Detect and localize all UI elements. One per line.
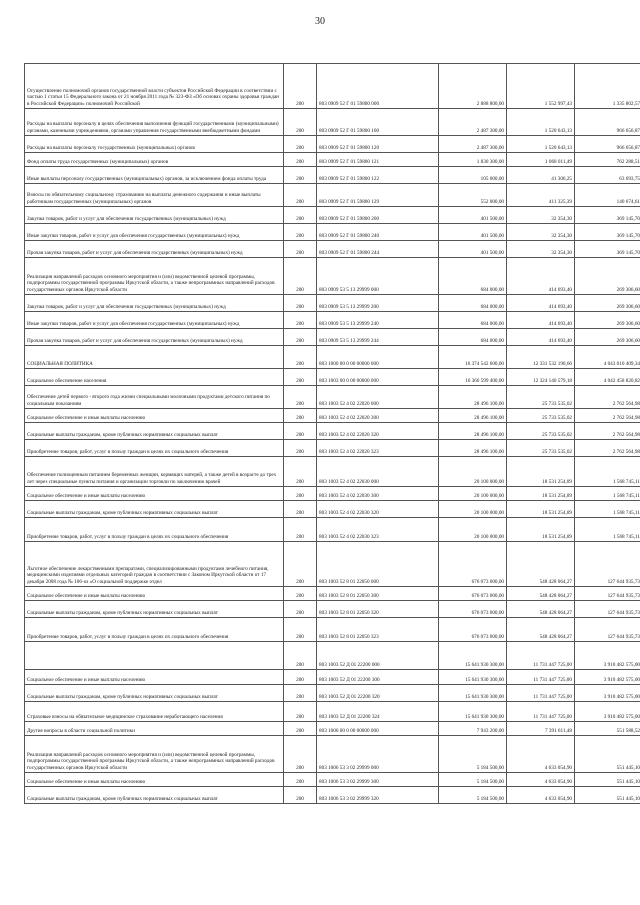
row-assigned-amount: 676 073 000,00: [439, 587, 507, 601]
row-remaining-amount: 4 043 010 409,34: [575, 346, 640, 369]
row-assigned-amount: 684 000,00: [439, 295, 507, 312]
row-description: Реализация направлений расходов основного мероприятия и (или) ведомственной целевой программы, подпрограммы государственной программы Иркутской области, а также непрограммных направлений расходов государственных органов Иркутской области: [25, 736, 284, 773]
row-description: [25, 642, 284, 670]
row-executed-amount: 548 428 064,27: [507, 601, 575, 618]
row-executed-amount: 12 331 532 190,66: [507, 346, 575, 369]
row-budget-code: 803 0909 52 Г 01 59800 121: [317, 153, 439, 167]
row-assigned-amount: 401 500,00: [439, 241, 507, 258]
row-admin-code: 200: [284, 702, 317, 722]
row-budget-code: 803 1006 53 3 02 29999 300: [317, 773, 439, 787]
table-row: [25, 369, 640, 386]
row-assigned-amount: 2 888 800,00: [439, 64, 507, 109]
row-executed-amount: 18 531 254,89: [507, 457, 575, 487]
row-remaining-amount: 3 910 482 575,00: [575, 685, 640, 702]
row-executed-amount: 414 693,40: [507, 258, 575, 295]
row-admin-code: 200: [284, 369, 317, 386]
row-admin-code: 200: [284, 64, 317, 109]
row-executed-amount: 548 428 064,27: [507, 587, 575, 601]
row-executed-amount: 4 633 054,90: [507, 773, 575, 787]
row-remaining-amount: 551 588,52: [575, 722, 640, 736]
row-assigned-amount: 15 641 930 300,00: [439, 642, 507, 670]
row-assigned-amount: 28 496 100,00: [439, 440, 507, 457]
row-admin-code: 200: [284, 258, 317, 295]
row-remaining-amount: 3 910 482 575,00: [575, 702, 640, 722]
table-row: [25, 440, 640, 457]
row-remaining-amount: 1 335 802,57: [575, 64, 640, 109]
row-admin-code: 200: [284, 207, 317, 224]
row-budget-code: 803 1003 52 4 02 22020 300: [317, 409, 439, 423]
row-admin-code: 200: [284, 312, 317, 329]
table-row: [25, 346, 640, 369]
row-executed-amount: 32 354,30: [507, 241, 575, 258]
row-assigned-amount: 20 100 000,00: [439, 501, 507, 518]
row-admin-code: 200: [284, 184, 317, 207]
table-row: [25, 136, 640, 153]
row-budget-code: 803 1003 52 4 02 22030 320: [317, 501, 439, 518]
page-number: 30: [315, 16, 325, 27]
row-description: Осуществление полномочий органов государственной власти субъектов Российской Федерации в соответствии с частью 1 статьи 15 Федерального закона от 21 ноября 2011 года № 323-ФЗ «Об основах охраны здоровья граждан в Российской Федерации» полномочий Российской: [25, 64, 284, 109]
row-assigned-amount: 552 000,00: [439, 184, 507, 207]
row-budget-code: 803 1003 52 8 01 22050 323: [317, 618, 439, 642]
row-description: Приобретение товаров, работ, услуг в пользу граждан в целях их социального обеспечения: [25, 618, 284, 642]
row-description: Социальное обеспечение и иные выплаты населению: [25, 487, 284, 501]
row-admin-code: 200: [284, 457, 317, 487]
table-row: [25, 153, 640, 167]
row-admin-code: 200: [284, 773, 317, 787]
row-budget-code: 803 1003 52 Д 01 22200 320: [317, 685, 439, 702]
table-row: [25, 184, 640, 207]
row-remaining-amount: 3 910 482 575,00: [575, 670, 640, 685]
row-executed-amount: 18 531 254,89: [507, 501, 575, 518]
row-admin-code: 200: [284, 409, 317, 423]
row-executed-amount: 12 324 140 579,18: [507, 369, 575, 386]
row-assigned-amount: 5 184 500,00: [439, 736, 507, 773]
row-description: Закупка товаров, работ и услуг для обеспечения государственных (муниципальных) нужд: [25, 295, 284, 312]
row-assigned-amount: 16 366 599 400,00: [439, 369, 507, 386]
row-assigned-amount: 28 496 100,00: [439, 386, 507, 409]
row-assigned-amount: 684 000,00: [439, 312, 507, 329]
row-assigned-amount: 401 500,00: [439, 207, 507, 224]
row-admin-code: 200: [284, 329, 317, 346]
row-remaining-amount: 1 568 745,11: [575, 457, 640, 487]
row-admin-code: 200: [284, 153, 317, 167]
row-executed-amount: 41 306,25: [507, 167, 575, 184]
row-remaining-amount: 2 762 564,98: [575, 409, 640, 423]
row-executed-amount: 25 733 535,02: [507, 409, 575, 423]
row-executed-amount: 414 693,40: [507, 312, 575, 329]
row-budget-code: 803 0909 52 Г 01 59800 240: [317, 224, 439, 241]
row-assigned-amount: 28 496 100,00: [439, 423, 507, 440]
row-remaining-amount: 551 445,10: [575, 787, 640, 804]
table-row: [25, 258, 640, 295]
row-remaining-amount: 1 568 745,11: [575, 501, 640, 518]
row-executed-amount: 18 531 254,89: [507, 487, 575, 501]
table-row: [25, 295, 640, 312]
row-admin-code: 200: [284, 167, 317, 184]
row-admin-code: 200: [284, 346, 317, 369]
table-row: [25, 518, 640, 542]
budget-table-body: [25, 64, 640, 804]
row-description: Обеспечение полноценным питанием беременных женщин, кормящих матерей, а также детей в возрасте до трех лет через специальные пункты питания и организации торговли по заключению врачей: [25, 457, 284, 487]
row-executed-amount: 1 552 997,43: [507, 64, 575, 109]
row-budget-code: 803 1003 52 4 02 22030 323: [317, 518, 439, 542]
row-assigned-amount: 684 000,00: [439, 258, 507, 295]
row-description: Фонд оплаты труда государственных (муниципальных) органов: [25, 153, 284, 167]
row-executed-amount: 4 633 054,90: [507, 736, 575, 773]
table-row: [25, 736, 640, 773]
row-remaining-amount: 2 762 564,98: [575, 440, 640, 457]
row-budget-code: 803 1003 52 4 02 22020 323: [317, 440, 439, 457]
table-row: [25, 457, 640, 487]
row-admin-code: 200: [284, 487, 317, 501]
table-row: [25, 409, 640, 423]
table-row: [25, 241, 640, 258]
budget-execution-table: [24, 63, 640, 804]
row-description: Реализация направлений расходов основного мероприятия и (или) ведомственной целевой программы, подпрограммы государственной программы Иркутской области, а также непрограммных направлений расходов государственных органов Иркутской области: [25, 258, 284, 295]
row-budget-code: 803 0909 52 Г 01 59800 200: [317, 207, 439, 224]
row-description: Прочая закупка товаров, работ и услуг для обеспечения государственных (муниципальных) нужд: [25, 241, 284, 258]
row-remaining-amount: 4 042 458 820,82: [575, 369, 640, 386]
row-executed-amount: 1 068 011,49: [507, 153, 575, 167]
row-admin-code: 200: [284, 501, 317, 518]
row-description: Расходы на выплаты персоналу в целях обеспечения выполнения функций государственными (муниципальными) органами, казенными учреждениями, органами управления государственными внебюджетными фондами: [25, 109, 284, 136]
table-row: [25, 423, 640, 440]
row-remaining-amount: 1 568 745,11: [575, 518, 640, 542]
row-assigned-amount: 401 500,00: [439, 224, 507, 241]
row-assigned-amount: 20 100 000,00: [439, 457, 507, 487]
table-row: [25, 587, 640, 601]
row-assigned-amount: 15 641 930 300,00: [439, 670, 507, 685]
row-budget-code: 803 1003 52 8 01 22050 300: [317, 587, 439, 601]
row-assigned-amount: 16 374 542 600,00: [439, 346, 507, 369]
row-admin-code: 200: [284, 295, 317, 312]
row-remaining-amount: 2 762 564,98: [575, 423, 640, 440]
row-executed-amount: 7 391 611,48: [507, 722, 575, 736]
row-assigned-amount: 20 100 000,00: [439, 518, 507, 542]
row-budget-code: 803 1006 53 3 02 29999 320: [317, 787, 439, 804]
row-admin-code: 200: [284, 136, 317, 153]
row-description: Социальные выплаты гражданам, кроме публичных нормативных социальных выплат: [25, 787, 284, 804]
row-budget-code: 803 0909 52 Г 01 59800 244: [317, 241, 439, 258]
row-description: Социальное обеспечение и иные выплаты населению: [25, 773, 284, 787]
row-budget-code: 803 1003 52 Д 01 22200 324: [317, 702, 439, 722]
row-remaining-amount: 63 693,75: [575, 167, 640, 184]
row-budget-code: 803 0909 53 5 13 29999 244: [317, 329, 439, 346]
row-description: Социальные выплаты гражданам, кроме публичных нормативных социальных выплат: [25, 501, 284, 518]
row-budget-code: 803 1003 52 Д 01 22200 000: [317, 642, 439, 670]
row-admin-code: 200: [284, 109, 317, 136]
row-remaining-amount: 369 145,70: [575, 241, 640, 258]
row-admin-code: 200: [284, 542, 317, 587]
row-assigned-amount: 676 073 000,00: [439, 601, 507, 618]
row-description: Иные закупки товаров, работ и услуг для обеспечения государственных (муниципальных) нужд: [25, 312, 284, 329]
row-budget-code: 803 1006 53 3 02 29999 000: [317, 736, 439, 773]
table-row: [25, 601, 640, 618]
row-remaining-amount: 269 306,60: [575, 329, 640, 346]
row-budget-code: 803 0909 52 Г 01 59800 129: [317, 184, 439, 207]
row-executed-amount: 411 325,39: [507, 184, 575, 207]
row-description: Социальное обеспечение и иные выплаты населению: [25, 670, 284, 685]
row-assigned-amount: 105 000,00: [439, 167, 507, 184]
row-admin-code: 200: [284, 722, 317, 736]
row-budget-code: 803 1006 00 0 00 00000 000: [317, 722, 439, 736]
row-assigned-amount: 676 073 000,00: [439, 542, 507, 587]
row-executed-amount: 548 428 064,27: [507, 542, 575, 587]
row-description: Социальные выплаты гражданам, кроме публичных нормативных социальных выплат: [25, 423, 284, 440]
table-row: [25, 64, 640, 109]
row-budget-code: 803 0909 52 Г 01 59800 122: [317, 167, 439, 184]
row-admin-code: 200: [284, 601, 317, 618]
row-admin-code: 200: [284, 423, 317, 440]
row-admin-code: 200: [284, 386, 317, 409]
row-remaining-amount: 269 306,60: [575, 312, 640, 329]
row-budget-code: 803 1003 52 Д 01 22200 300: [317, 670, 439, 685]
row-admin-code: 200: [284, 518, 317, 542]
table-row: [25, 167, 640, 184]
row-budget-code: 803 1003 52 8 01 22050 320: [317, 601, 439, 618]
row-assigned-amount: 7 943 200,00: [439, 722, 507, 736]
row-remaining-amount: 127 644 935,73: [575, 601, 640, 618]
row-admin-code: 200: [284, 642, 317, 670]
row-remaining-amount: 140 674,61: [575, 184, 640, 207]
row-remaining-amount: 1 568 745,11: [575, 487, 640, 501]
row-budget-code: 803 1003 52 4 02 22030 300: [317, 487, 439, 501]
table-row: [25, 207, 640, 224]
row-executed-amount: 11 731 447 725,00: [507, 685, 575, 702]
row-admin-code: 200: [284, 224, 317, 241]
row-description: Иные выплаты персоналу государственных (муниципальных) органов, за исключением фонда оплаты труда: [25, 167, 284, 184]
row-remaining-amount: 127 644 935,73: [575, 618, 640, 642]
row-remaining-amount: 269 306,60: [575, 258, 640, 295]
row-assigned-amount: 15 641 930 300,00: [439, 685, 507, 702]
table-row: [25, 312, 640, 329]
row-description: СОЦИАЛЬНАЯ ПОЛИТИКА: [25, 346, 284, 369]
row-admin-code: 200: [284, 787, 317, 804]
table-row: [25, 787, 640, 804]
row-description: Социальные выплаты гражданам, кроме публичных нормативных социальных выплат: [25, 601, 284, 618]
row-executed-amount: 11 731 447 725,00: [507, 702, 575, 722]
row-description: Социальное обеспечение населения: [25, 369, 284, 386]
row-executed-amount: 25 733 535,02: [507, 386, 575, 409]
row-admin-code: 200: [284, 685, 317, 702]
row-assigned-amount: 28 496 100,00: [439, 409, 507, 423]
row-description: Расходы на выплаты персоналу государственных (муниципальных) органов: [25, 136, 284, 153]
row-description: Льготное обеспечение лекарственными препаратами, специализированными продуктами лечебного питания, медицинскими изделиями отдельных категорий граждан в соответствии с Законом Иркутской области от 17 декабря 2008 года № 106-оз «О социальной поддержке отдел: [25, 542, 284, 587]
row-remaining-amount: 127 644 935,73: [575, 542, 640, 587]
row-description: Приобретение товаров, работ, услуг в пользу граждан в целях их социального обеспечения: [25, 518, 284, 542]
row-assigned-amount: 676 073 000,00: [439, 618, 507, 642]
row-admin-code: 200: [284, 618, 317, 642]
row-executed-amount: 414 693,40: [507, 329, 575, 346]
table-row: [25, 109, 640, 136]
row-remaining-amount: 127 644 935,73: [575, 587, 640, 601]
row-description: Прочая закупка товаров, работ и услуг для обеспечения государственных (муниципальных) нужд: [25, 329, 284, 346]
row-assigned-amount: 5 184 500,00: [439, 787, 507, 804]
row-remaining-amount: 369 145,70: [575, 207, 640, 224]
row-budget-code: 803 1000 00 0 00 00000 000: [317, 346, 439, 369]
row-executed-amount: 25 733 535,02: [507, 440, 575, 457]
table-row: [25, 386, 640, 409]
table-row: [25, 329, 640, 346]
row-admin-code: 200: [284, 736, 317, 773]
table-row: [25, 542, 640, 587]
row-executed-amount: 18 531 254,89: [507, 518, 575, 542]
row-description: Приобретение товаров, работ, услуг в пользу граждан в целях их социального обеспечения: [25, 440, 284, 457]
row-admin-code: 200: [284, 670, 317, 685]
table-row: [25, 618, 640, 642]
row-assigned-amount: 2 487 300,00: [439, 109, 507, 136]
row-budget-code: 803 0909 53 5 13 29999 200: [317, 295, 439, 312]
row-remaining-amount: 269 306,60: [575, 295, 640, 312]
row-budget-code: 803 1003 52 4 02 22020 320: [317, 423, 439, 440]
row-remaining-amount: 966 656,87: [575, 109, 640, 136]
row-budget-code: 803 0909 52 Г 01 59800 000: [317, 64, 439, 109]
table-row: [25, 670, 640, 685]
row-assigned-amount: 1 830 300,00: [439, 153, 507, 167]
row-budget-code: 803 1003 52 8 01 22050 000: [317, 542, 439, 587]
row-executed-amount: 4 633 054,90: [507, 787, 575, 804]
row-description: Закупка товаров, работ и услуг для обеспечения государственных (муниципальных) нужд: [25, 207, 284, 224]
row-budget-code: 803 1003 00 0 00 00000 000: [317, 369, 439, 386]
row-executed-amount: 25 733 535,02: [507, 423, 575, 440]
row-remaining-amount: 2 762 564,98: [575, 386, 640, 409]
row-assigned-amount: 20 100 000,00: [439, 487, 507, 501]
row-remaining-amount: 966 656,87: [575, 136, 640, 153]
row-remaining-amount: 369 145,70: [575, 224, 640, 241]
row-budget-code: 803 1003 52 4 02 22030 000: [317, 457, 439, 487]
row-executed-amount: 11 731 447 725,00: [507, 670, 575, 685]
row-remaining-amount: 551 445,10: [575, 736, 640, 773]
table-row: [25, 685, 640, 702]
table-row: [25, 642, 640, 670]
row-assigned-amount: 15 641 930 300,00: [439, 702, 507, 722]
row-description: Социальное обеспечение и иные выплаты населению: [25, 409, 284, 423]
row-admin-code: 200: [284, 440, 317, 457]
row-description: Социальное обеспечение и иные выплаты населению: [25, 587, 284, 601]
row-executed-amount: 548 428 064,27: [507, 618, 575, 642]
row-description: Взносы по обязательному социальному страхованию на выплаты денежного содержания и иные выплаты работникам государственных (муниципальных) органов: [25, 184, 284, 207]
row-budget-code: 803 0909 53 5 13 29999 000: [317, 258, 439, 295]
row-admin-code: 200: [284, 241, 317, 258]
row-executed-amount: 11 731 447 725,00: [507, 642, 575, 670]
row-remaining-amount: 762 288,51: [575, 153, 640, 167]
row-description: Другие вопросы в области социальной политики: [25, 722, 284, 736]
row-executed-amount: 414 693,40: [507, 295, 575, 312]
row-executed-amount: 32 354,30: [507, 207, 575, 224]
row-budget-code: 803 0909 53 5 13 29999 240: [317, 312, 439, 329]
row-description: Иные закупки товаров, работ и услуг для обеспечения государственных (муниципальных) нужд: [25, 224, 284, 241]
row-description: Социальные выплаты гражданам, кроме публичных нормативных социальных выплат: [25, 685, 284, 702]
row-description: Страховые взносы на обязательное медицинское страхование неработающего населения: [25, 702, 284, 722]
row-executed-amount: 1 520 643,13: [507, 109, 575, 136]
row-executed-amount: 1 520 643,13: [507, 136, 575, 153]
table-row: [25, 702, 640, 722]
table-row: [25, 773, 640, 787]
row-assigned-amount: 684 000,00: [439, 329, 507, 346]
table-row: [25, 722, 640, 736]
row-remaining-amount: 551 445,10: [575, 773, 640, 787]
row-executed-amount: 32 354,30: [507, 224, 575, 241]
row-assigned-amount: 2 487 300,00: [439, 136, 507, 153]
row-budget-code: 803 0909 52 Г 01 59800 100: [317, 109, 439, 136]
table-row: [25, 224, 640, 241]
row-admin-code: 200: [284, 587, 317, 601]
table-row: [25, 501, 640, 518]
table-row: [25, 487, 640, 501]
row-budget-code: 803 1003 52 4 02 22020 000: [317, 386, 439, 409]
row-description: Обеспечение детей первого - второго года жизни специальными молочными продуктами детского питания по социальным показаниям: [25, 386, 284, 409]
row-budget-code: 803 0909 52 Г 01 59800 120: [317, 136, 439, 153]
row-remaining-amount: 3 910 482 575,00: [575, 642, 640, 670]
row-assigned-amount: 5 184 500,00: [439, 773, 507, 787]
